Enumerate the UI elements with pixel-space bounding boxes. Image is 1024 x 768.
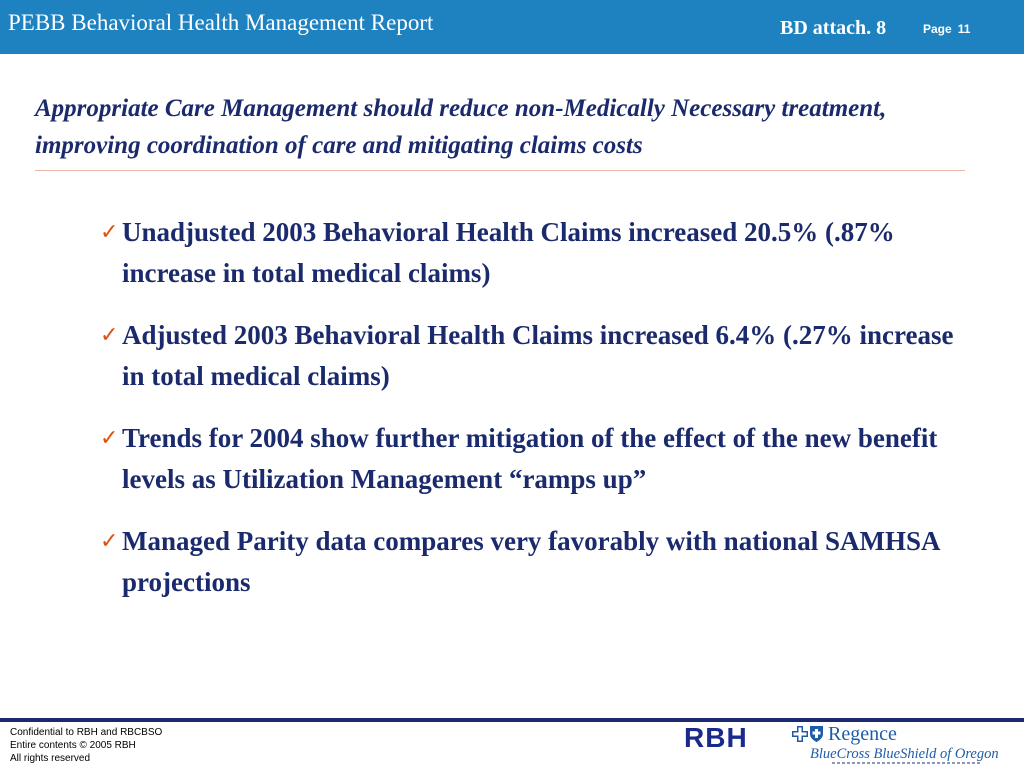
bullet-text: Trends for 2004 show further mitigation of the effect of the new benefit levels as Utilization Management “ramps up”: [122, 423, 938, 494]
blue-shield-icon: [809, 725, 824, 743]
footer-line-1: Confidential to RBH and RBCBSO: [10, 727, 163, 738]
bullet-list: [95, 212, 975, 624]
checkmark-icon: ✓: [100, 220, 119, 245]
regence-fine-print: [832, 762, 982, 764]
bullet-item: [95, 315, 975, 397]
header-bar: [0, 0, 1024, 54]
bullet-item: [95, 418, 975, 500]
footer-line-2: Entire contents © 2005 RBH: [10, 740, 136, 751]
regence-name: Regence: [828, 723, 897, 745]
bullet-text: Adjusted 2003 Behavioral Health Claims increased 6.4% (.27% increase in total medical claims): [122, 320, 954, 391]
page-number: 11: [957, 22, 971, 36]
page-label: Page: [923, 22, 952, 36]
subtitle-divider: [35, 170, 965, 171]
bullet-item: [95, 521, 975, 603]
attachment-label: BD attach. 8: [780, 17, 887, 39]
rbh-logo: RBH: [684, 722, 748, 753]
blue-cross-icon: [792, 726, 808, 742]
slide-subtitle: Appropriate Care Management should reduce non-Medically Necessary treatment, improving coordination of care and mitigating claims costs: [35, 95, 887, 159]
regence-logo: [792, 722, 1020, 766]
footer-line-3: All rights reserved: [10, 753, 91, 764]
regence-subtitle: BlueCross BlueShield of Oregon: [810, 746, 999, 762]
bullet-text: Managed Parity data compares very favorably with national SAMHSA projections: [122, 526, 939, 597]
confidentiality-notice: [10, 726, 162, 765]
checkmark-icon: ✓: [100, 323, 119, 348]
checkmark-icon: ✓: [100, 426, 119, 451]
checkmark-icon: ✓: [100, 529, 119, 554]
report-title: PEBB Behavioral Health Management Report: [8, 10, 434, 35]
bullet-item: [95, 212, 975, 294]
page-indicator: [923, 22, 976, 36]
bullet-text: Unadjusted 2003 Behavioral Health Claims increased 20.5% (.87% increase in total medical claims): [122, 217, 895, 288]
